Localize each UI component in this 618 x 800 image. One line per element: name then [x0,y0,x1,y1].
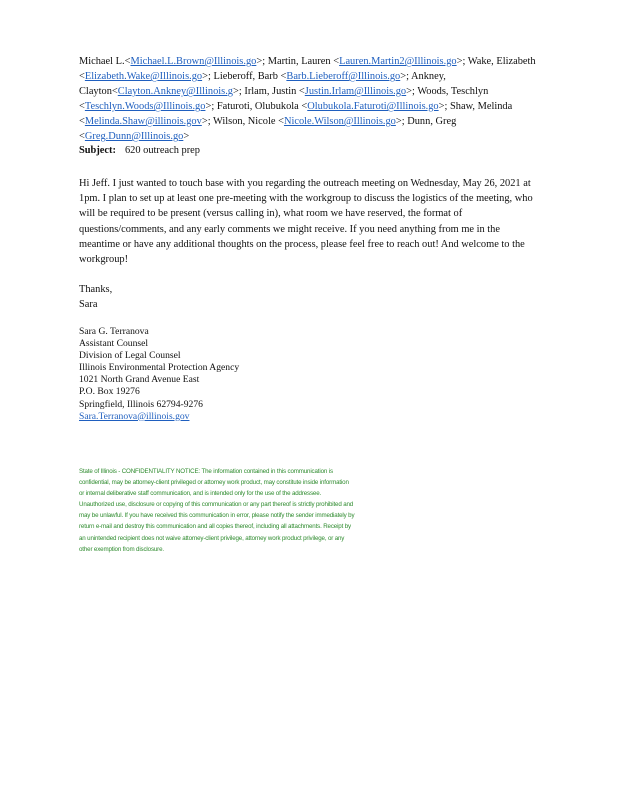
recipient-entry: Dunn, Greg <Greg.Dunn@Illinois.go> [79,116,457,142]
recipient-name: Martin, Lauren [267,56,331,67]
recipient-name: Ankney, Clayton [79,71,446,97]
closing-block [79,282,112,312]
recipient-list [79,54,549,144]
recipient-email-link[interactable]: Michael.L.Brown@Illinois.go [130,56,257,67]
signature-street: 1021 North Grand Avenue East [79,374,200,386]
recipient-email-link[interactable]: Greg.Dunn@Illinois.go [84,131,184,142]
recipient-name: Woods, Teschlyn [417,86,489,97]
subject-value: 620 outreach prep [124,145,200,156]
confidentiality-notice: State of Illinois - CONFIDENTIALITY NOTICE: The information contained in this communication is confidential, may be attorney-client privileged or attorney work product, may constitute inside information or internal deliberative staff communication, and is intended only for the use of the addressee. Unauthorized use, disclosure or copying of this communication or any part thereof is strictly prohibited and may be unlawful. If you have received this communication in error, please notify the sender immediately by return e-mail and destroy this communication and all copies thereof, including all attachments. Receipt by an unintended recipient does not waive attorney-client privilege, attorney work product privilege, or any other exemption from disclosure. [79,468,355,553]
recipient-email-link[interactable]: Justin.Irlam@Illinois.go [304,86,407,97]
recipient-name: Wake, Elizabeth [467,56,536,67]
recipient-email-link[interactable]: Barb.Lieberoff@Illinois.go [286,71,401,82]
recipient-email-link[interactable]: Elizabeth.Wake@Illinois.go [84,71,203,82]
signature-email-link[interactable]: Sara.Terranova@illinois.gov [79,410,190,422]
recipient-email-link[interactable]: Lauren.Martin2@Illinois.go [339,56,457,67]
subject-line [79,145,200,156]
recipient-name: Wilson, Nicole [212,116,276,127]
subject-label: Subject: [79,145,116,156]
recipient-email-link[interactable]: Melinda.Shaw@illinois.gov [84,116,202,127]
recipient-name: Shaw, Melinda [450,101,513,112]
signature-division: Division of Legal Counsel [79,350,181,362]
signature-city: Springfield, Illinois 62794-9276 [79,398,203,410]
recipient-entry: Wake, Elizabeth <Elizabeth.Wake@Illinois.go>; [79,56,536,82]
recipient-name: Faturoti, Olubukola [216,101,299,112]
recipient-email-link[interactable]: Olubukola.Faturoti@Illinois.go [307,101,439,112]
closing-text: Thanks, [79,284,113,295]
signature-title: Assistant Counsel [79,338,149,350]
recipient-entry: Lieberoff, Barb <Barb.Lieberoff@Illinois.go>; [213,71,412,82]
recipient-entry: Faturoti, Olubukola <Olubukola.Faturoti@Illinois.go>; [216,101,450,112]
recipient-entry: Ankney, Clayton<Clayton.Ankney@Illinois.g>; [79,71,446,97]
recipient-entry: Shaw, Melinda <Melinda.Shaw@illinois.gov>; [79,101,513,127]
recipient-email-link[interactable]: Clayton.Ankney@Illinois.g [117,86,233,97]
recipient-entry: Wilson, Nicole <Nicole.Wilson@Illinois.go>; [212,116,408,127]
recipient-name: Dunn, Greg [407,116,457,127]
recipient-entry: Woods, Teschlyn <Teschlyn.Woods@Illinois.go>; [79,86,489,112]
recipient-email-link[interactable]: Nicole.Wilson@Illinois.go [283,116,396,127]
message-body: Hi Jeff. I just wanted to touch base with you regarding the outreach meeting on Wednesday, May 26, 2021 at 1pm. I plan to set up at least one pre-meeting with the workgroup to discuss the logistics of the meeting, who will be required to be present (versus calling in), what room we have reserved, the format of questions/comments, and any early comments we might receive. If you need anything from me in the meantime or have any additional thoughts on the process, please feel free to reach out! And welcome to the workgroup! [79,178,533,266]
recipient-entry: Michael L.<Michael.L.Brown@Illinois.go>; [79,56,268,67]
recipient-name: Irlam, Justin [244,86,297,97]
recipient-entry: Irlam, Justin <Justin.Irlam@Illinois.go>; [244,86,418,97]
signature-po-box: P.O. Box 19276 [79,386,140,398]
recipient-name: Lieberoff, Barb [213,71,278,82]
signature-agency: Illinois Environmental Protection Agency [79,362,240,374]
recipient-name: Michael L. [79,56,125,67]
signature-block [79,326,239,423]
sender-short-name: Sara [79,299,98,310]
recipient-entry: Martin, Lauren <Lauren.Martin2@Illinois.go>; [267,56,468,67]
recipient-email-link[interactable]: Teschlyn.Woods@Illinois.go [84,101,206,112]
signature-name: Sara G. Terranova [79,326,149,337]
